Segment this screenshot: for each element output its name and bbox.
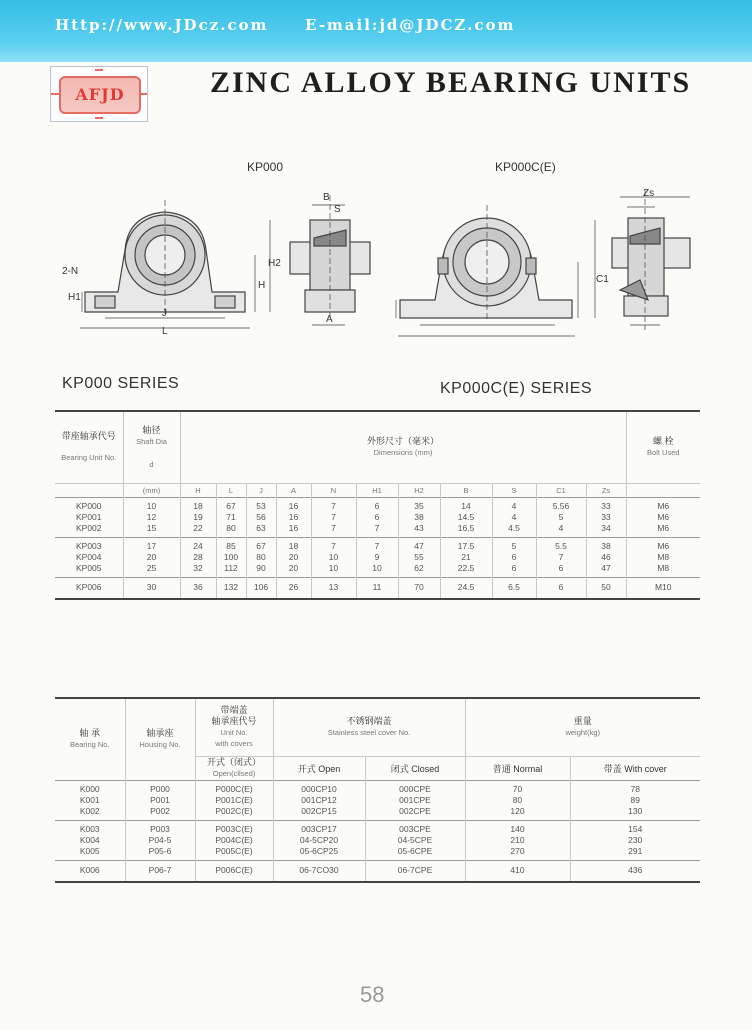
table-cell [123, 577, 180, 599]
cell-value: 003CPE [399, 823, 431, 834]
cell-value: 002CP15 [301, 805, 337, 816]
th-dim-en: Dimensions (mm) [373, 448, 433, 458]
table-cell [246, 577, 276, 599]
page-title: ZINC ALLOY BEARING UNITS [210, 66, 692, 99]
table-cell [246, 537, 276, 577]
cell-value: P002C(E) [215, 805, 253, 816]
table-row-group [55, 820, 700, 860]
table-cell [536, 537, 586, 577]
cell-value: 4.5 [508, 522, 520, 533]
cell-value: 270 [510, 845, 525, 856]
cell-value: 22 [193, 522, 203, 533]
cell-value: 6 [374, 511, 380, 522]
cell-value: 53 [256, 500, 266, 511]
cell-value: 132 [223, 582, 239, 593]
cell-value: P003C(E) [215, 823, 253, 834]
table-cell [273, 820, 365, 860]
table-cell [216, 537, 246, 577]
cell-value: 100 [223, 551, 239, 562]
table-cell [465, 820, 570, 860]
table-cell [55, 860, 125, 882]
cell-value: 90 [256, 562, 266, 573]
cell-value: KP004 [75, 551, 102, 562]
cell-value: 17.5 [457, 540, 475, 551]
cell-value: 001CPE [399, 794, 431, 805]
table-cell [570, 780, 700, 820]
table-cell [125, 820, 195, 860]
covers-weight-table [55, 697, 700, 883]
table-cell [536, 577, 586, 599]
th-housing-cn: 轴承座 [146, 728, 174, 739]
cell-value: 001CP12 [301, 794, 337, 805]
cell-value: 154 [628, 823, 643, 834]
header-email: E-mail:jd@JDCZ.com [305, 16, 516, 34]
cell-value: 4 [511, 500, 517, 511]
cell-value: 63 [256, 522, 266, 533]
cell-value: 18 [288, 540, 299, 551]
header-url: Http://www.JDcz.com [55, 16, 269, 34]
th-bearing-cn: 轴 承 [79, 728, 100, 739]
cell-value: M6 [657, 540, 670, 551]
cell-value: 10 [328, 551, 339, 562]
cell-value: 10 [328, 562, 339, 573]
cell-value: 19 [193, 511, 203, 522]
cell-value: 05-6CPE [397, 845, 433, 856]
th-dim-cn: 外形尺寸（毫米） [366, 436, 439, 447]
cell-value: P05-6 [148, 845, 172, 856]
cell-value: 47 [601, 562, 611, 573]
cell-value: P001 [150, 794, 170, 805]
table-cell [180, 537, 216, 577]
table-cell [55, 497, 123, 537]
covers-weight-table-body [55, 780, 700, 882]
th-normal: 普通 Normal [465, 756, 570, 780]
th-open-cn: 开式（闭式） [206, 757, 261, 767]
logo-text: AFJD [59, 76, 141, 114]
cell-value: 7 [558, 551, 564, 562]
cell-value: 47 [414, 540, 424, 551]
cell-value: 15 [146, 522, 157, 533]
dim-label-c1: C1 [596, 274, 609, 285]
cell-value: 43 [414, 522, 424, 533]
table-cell [216, 497, 246, 537]
table-cell [365, 780, 465, 820]
cell-value: 6 [374, 500, 380, 511]
th-col-zs: Zs [586, 483, 626, 497]
table-cell [365, 820, 465, 860]
table-cell [586, 497, 626, 537]
dim-label-h2: H2 [268, 258, 281, 269]
cell-value: 7 [374, 540, 380, 551]
cell-value: 106 [253, 582, 269, 593]
table-cell [55, 537, 123, 577]
table-cell [536, 497, 586, 537]
table-cell [356, 577, 398, 599]
cell-value: K006 [79, 865, 100, 876]
cell-value: 22.5 [457, 562, 475, 573]
cell-value: K004 [79, 834, 100, 845]
th-unitno-cn1: 带端盖 [220, 705, 248, 716]
table-cell [311, 497, 356, 537]
cell-value: 230 [628, 834, 643, 845]
th-col-c1: C1 [536, 483, 586, 497]
cell-value: 5 [558, 511, 564, 522]
cell-value: 32 [193, 562, 203, 573]
cell-value: 291 [628, 845, 643, 856]
th-col-h2: H2 [398, 483, 440, 497]
dim-label-zs: Zs [643, 188, 655, 199]
kp000ce-front-view [396, 205, 595, 336]
th-bolt-en: Bolt Used [646, 448, 680, 458]
kp000-side-view [290, 195, 370, 325]
cell-value: 4 [511, 511, 517, 522]
table-cell [465, 780, 570, 820]
table-cell [276, 537, 311, 577]
cell-value: 33 [601, 500, 611, 511]
cell-value: 4 [558, 522, 564, 533]
cell-value: P06-7 [148, 865, 172, 876]
cell-value: 30 [146, 582, 157, 593]
technical-drawings [0, 0, 752, 360]
th-closed: 闭式 Closed [365, 756, 465, 780]
cell-value: 67 [226, 500, 236, 511]
cell-value: 67 [256, 540, 266, 551]
table-cell [123, 537, 180, 577]
th-col-j: J [246, 483, 276, 497]
cell-value: K005 [79, 845, 100, 856]
cell-value: 7 [374, 522, 380, 533]
table-cell [216, 577, 246, 599]
table-cell [492, 577, 536, 599]
cell-value: 9 [374, 551, 380, 562]
table-cell [276, 497, 311, 537]
cell-value: 36 [193, 582, 203, 593]
th-withcover: 带盖 With cover [570, 756, 700, 780]
table-cell [55, 577, 123, 599]
cell-value: M6 [657, 511, 670, 522]
table-row-group [55, 860, 700, 882]
cell-value: 35 [414, 500, 424, 511]
th-weight-cn: 重量 [573, 716, 592, 727]
table-cell [570, 860, 700, 882]
cell-value: P003 [150, 823, 170, 834]
kp000ce-side-view [612, 190, 690, 330]
cell-value: 7 [331, 540, 336, 551]
table-row-group [55, 537, 700, 577]
dim-label-l: L [162, 326, 168, 337]
th-unitno-en2: with covers [215, 739, 253, 749]
cell-value: 7 [331, 500, 336, 511]
table-cell [195, 780, 273, 820]
cell-value: 5.5 [555, 540, 567, 551]
th-unit-cn: 带座轴承代号 [61, 431, 116, 442]
left-model-label: KP000 [247, 160, 284, 174]
cell-value: 20 [288, 562, 299, 573]
th-weight-en: weight(kg) [565, 728, 601, 738]
th-bearing-en: Bearing No. [69, 740, 110, 750]
cell-value: 04-5CPE [397, 834, 433, 845]
cell-value: KP006 [75, 582, 102, 593]
cell-value: 24.5 [457, 582, 475, 593]
dim-label-s: S [334, 204, 341, 215]
th-housing-en: Housing No. [139, 740, 181, 750]
th-col-n: N [311, 483, 356, 497]
cell-value: K001 [79, 794, 100, 805]
cell-value: M6 [657, 522, 670, 533]
cell-value: 46 [601, 551, 611, 562]
page-number: 58 [360, 982, 385, 1007]
cell-value: 85 [226, 540, 236, 551]
cell-value: M8 [657, 551, 670, 562]
table-cell [273, 860, 365, 882]
table-cell [356, 497, 398, 537]
cell-value: 56 [256, 511, 266, 522]
table-cell [492, 537, 536, 577]
cell-value: 16 [288, 500, 299, 511]
cell-value: P006C(E) [215, 865, 253, 876]
th-shaft-cn: 轴径 [142, 424, 161, 435]
table-cell [55, 780, 125, 820]
th-col-a: A [276, 483, 311, 497]
cell-value: 000CP10 [301, 783, 337, 794]
cell-value: 80 [512, 794, 523, 805]
cell-value: 04-5CP20 [299, 834, 339, 845]
cell-value: K000 [79, 783, 100, 794]
cell-value: 16 [288, 522, 299, 533]
cell-value: 25 [146, 562, 157, 573]
cell-value: 50 [601, 582, 611, 593]
cell-value: P001C(E) [215, 794, 253, 805]
cell-value: 000CPE [399, 783, 431, 794]
cell-value: 10 [372, 562, 382, 573]
cell-value: 20 [288, 551, 299, 562]
table-cell [586, 577, 626, 599]
table-cell [123, 497, 180, 537]
cell-value: 5 [511, 540, 517, 551]
table-cell [311, 577, 356, 599]
table-cell [465, 860, 570, 882]
cell-value: 05-6CP25 [299, 845, 339, 856]
table-row-group [55, 780, 700, 820]
dim-label-h1: H1 [68, 292, 81, 303]
th-unitno-en1: Unit No. [220, 728, 248, 738]
th-col-b: B [440, 483, 492, 497]
cell-value: 78 [630, 783, 640, 794]
cell-value: 6 [558, 562, 564, 573]
cell-value: 6 [558, 582, 564, 593]
table-cell [586, 537, 626, 577]
cell-value: 210 [510, 834, 525, 845]
th-unit-en: Bearing Unit No. [61, 453, 117, 463]
table-cell [440, 537, 492, 577]
cell-value: M6 [657, 500, 670, 511]
cell-value: 89 [630, 794, 640, 805]
dimensions-table-body [55, 497, 700, 599]
table-cell [55, 820, 125, 860]
dim-label-a: A [326, 314, 333, 325]
table-row-group [55, 497, 700, 537]
cell-value: 6.5 [508, 582, 520, 593]
table-cell [246, 497, 276, 537]
cell-value: 5.56 [552, 500, 570, 511]
cell-value: 34 [601, 522, 611, 533]
th-steel-en: Stainless steel cover No. [327, 728, 411, 738]
cell-value: 7 [331, 522, 336, 533]
cell-value: 140 [510, 823, 525, 834]
cell-value: KP000 [75, 500, 102, 511]
cell-value: P004C(E) [215, 834, 253, 845]
dim-label-2n: 2-N [62, 266, 79, 277]
cell-value: P005C(E) [215, 845, 253, 856]
cell-value: 16 [288, 511, 299, 522]
table-cell [311, 537, 356, 577]
th-col-l: L [216, 483, 246, 497]
cell-value: 26 [288, 582, 299, 593]
table-cell [398, 577, 440, 599]
cell-value: 120 [510, 805, 525, 816]
cell-value: P04-5 [148, 834, 172, 845]
cell-value: 002CPE [399, 805, 431, 816]
cell-value: P000 [150, 783, 170, 794]
cell-value: P002 [150, 805, 170, 816]
cell-value: KP001 [75, 511, 102, 522]
th-shaft-unit: (mm) [123, 483, 180, 497]
cell-value: 17 [146, 540, 157, 551]
th-col-h: H [180, 483, 216, 497]
cell-value: 14 [461, 500, 471, 511]
table-cell [398, 497, 440, 537]
table-cell [492, 497, 536, 537]
table-cell [440, 497, 492, 537]
series-right: KP000C(E) SERIES [440, 380, 593, 397]
cell-value: 28 [193, 551, 203, 562]
cell-value: 06-7CPE [397, 865, 433, 876]
cell-value: 38 [601, 540, 611, 551]
cell-value: 003CP17 [301, 823, 337, 834]
dim-label-j: J [162, 308, 167, 319]
th-bolt-cn: 螺 栓 [652, 436, 674, 447]
dim-label-h: H [258, 280, 266, 291]
th-open2: 开式 Open [273, 756, 365, 780]
th-open-en: Open(cllsed) [212, 769, 256, 778]
cell-value: 112 [224, 562, 238, 573]
table-cell [626, 577, 700, 599]
table-cell [356, 537, 398, 577]
table-cell [626, 497, 700, 537]
cell-value: 80 [226, 522, 236, 533]
cell-value: 71 [226, 511, 236, 522]
cell-value: 33 [601, 511, 611, 522]
cell-value: 18 [193, 500, 203, 511]
cell-value: KP002 [75, 522, 102, 533]
table-cell [440, 577, 492, 599]
series-left: KP000 SERIES [62, 375, 180, 392]
cell-value: M10 [654, 582, 672, 593]
cell-value: 70 [512, 783, 523, 794]
dimensions-table [55, 410, 700, 600]
cell-value: 11 [372, 582, 382, 593]
cell-value: KP003 [75, 540, 102, 551]
dim-label-b: B [323, 192, 330, 203]
cell-value: 13 [328, 582, 339, 593]
cell-value: 21 [461, 551, 471, 562]
cell-value: 10 [146, 500, 157, 511]
cell-value: 14.5 [457, 511, 475, 522]
table-cell [273, 780, 365, 820]
cell-value: 80 [256, 551, 266, 562]
cell-value: 38 [414, 511, 424, 522]
table-cell [276, 577, 311, 599]
cell-value: KP005 [75, 562, 102, 573]
th-unitno-cn2: 轴承座代号 [211, 716, 257, 727]
cell-value: 55 [414, 551, 424, 562]
table-cell [195, 820, 273, 860]
cell-value: 70 [414, 582, 424, 593]
cell-value: P000C(E) [215, 783, 253, 794]
cell-value: 16.5 [457, 522, 475, 533]
cell-value: 06-7CO30 [299, 865, 339, 876]
th-col-s: S [492, 483, 536, 497]
th-shaft-en: Shaft Dia [136, 436, 167, 446]
th-steel-cn: 不锈钢端盖 [346, 716, 392, 727]
cell-value: 62 [414, 562, 424, 573]
cell-value: 6 [511, 551, 517, 562]
cell-value: 130 [628, 805, 643, 816]
table-cell [125, 780, 195, 820]
table-cell [180, 497, 216, 537]
cell-value: 436 [628, 865, 643, 876]
cell-value: 20 [146, 551, 157, 562]
cell-value: K003 [79, 823, 100, 834]
table-row-group [55, 577, 700, 599]
cell-value: 24 [193, 540, 203, 551]
table-cell [398, 537, 440, 577]
cell-value: 7 [331, 511, 336, 522]
th-shaft-sym: d [149, 459, 154, 469]
cell-value: M8 [657, 562, 670, 573]
table-cell [195, 860, 273, 882]
table-cell [570, 820, 700, 860]
cell-value: K002 [79, 805, 100, 816]
kp000-front-view [80, 200, 270, 328]
cell-value: 6 [511, 562, 517, 573]
table-cell [626, 537, 700, 577]
table-cell [180, 577, 216, 599]
cell-value: 410 [510, 865, 525, 876]
cell-value: 12 [146, 511, 157, 522]
table-cell [125, 860, 195, 882]
right-model-label: KP000C(E) [495, 160, 556, 174]
th-col-h1: H1 [356, 483, 398, 497]
table-cell [365, 860, 465, 882]
